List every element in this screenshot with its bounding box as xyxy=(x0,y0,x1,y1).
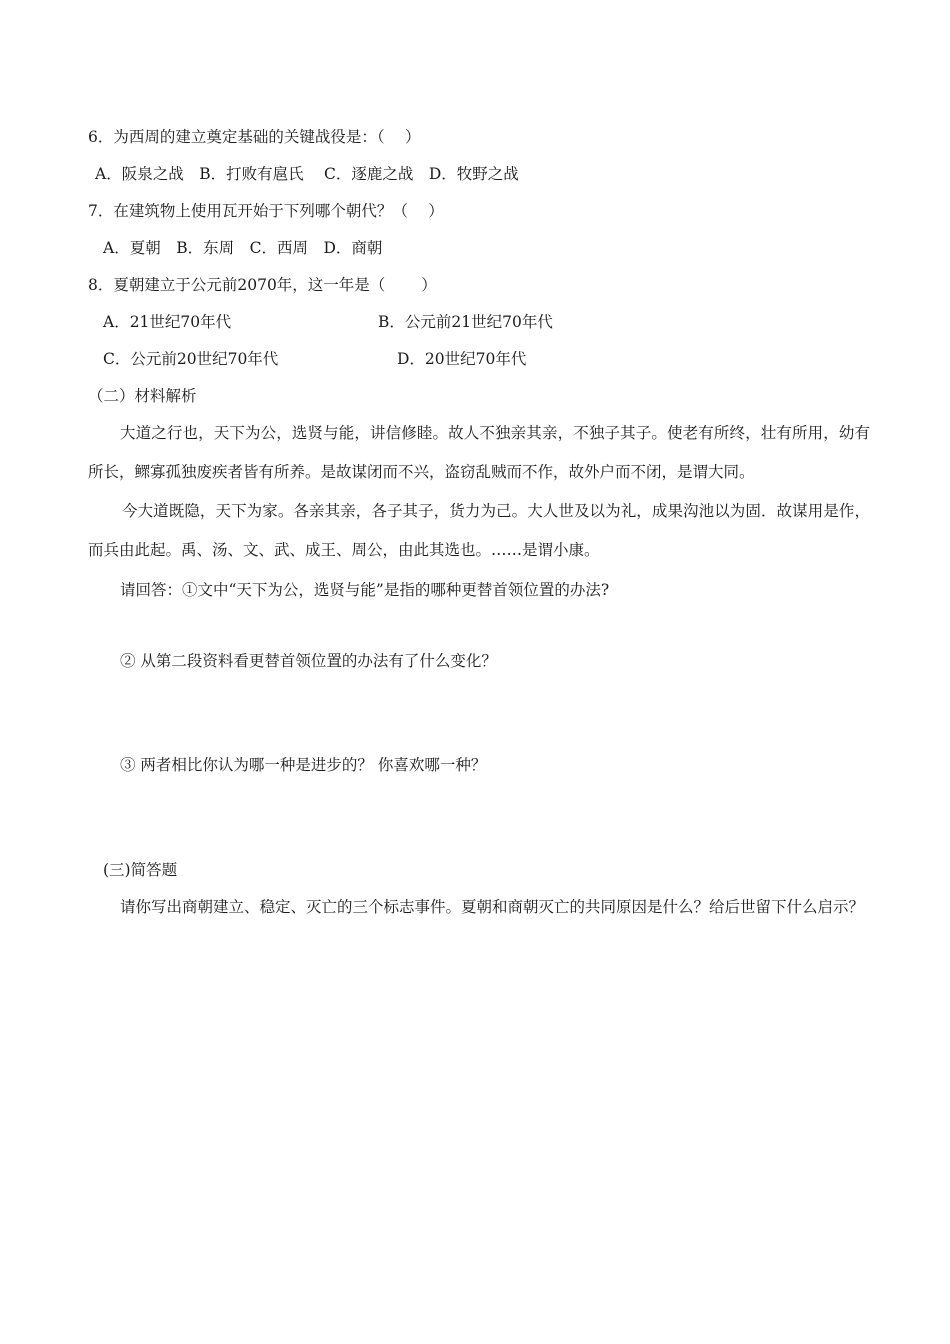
material-prompt-3: ③ 两者相比你认为哪一种是进步的？ 你喜欢哪一种？ xyxy=(120,756,487,774)
question-8-option-d: D．20世纪70年代 xyxy=(397,350,527,368)
material-prompt-2: ② 从第二段资料看更替首领位置的办法有了什么变化？ xyxy=(120,652,497,670)
question-6-options: A．阪泉之战 B．打败有扈氏 C．逐鹿之战 D．牧野之战 xyxy=(95,165,519,183)
question-8-option-c: C．公元前20世纪70年代 xyxy=(103,350,279,368)
question-7-options: A．夏朝 B．东周 C．西周 D．商朝 xyxy=(103,239,383,257)
material-paragraph-1: 大道之行也，天下为公，选贤与能，讲信修睦。故人不独亲其亲，不独子其子。使老有所终，壮有所用，幼有所长，鳏寡孤独废疾者皆有所养。是故谋闭而不兴，盗窃乱贼而不作，故外户而不闭，是谓大同。 xyxy=(88,424,870,481)
question-7-stem: 7．在建筑物上使用瓦开始于下列哪个朝代？（ ） xyxy=(88,202,444,220)
question-8-stem: 8．夏朝建立于公元前2070年，这一年是（ ） xyxy=(88,276,437,294)
material-paragraph-2: 今大道既隐，天下为家。各亲其亲，各子其子，货力为己。大人世及以为礼，成果沟池以为固．故谋用是作，而兵由此起。禹、汤、文、武、成王、周公，由此其选也。……是谓小康。 xyxy=(88,502,870,559)
material-prompt-1: 请回答：①文中“天下为公，选贤与能”是指的哪种更替首领位置的办法? xyxy=(120,581,610,599)
question-8-option-a: A．21世纪70年代 xyxy=(103,313,232,331)
short-answer-question: 请你写出商朝建立、稳定、灭亡的三个标志事件。夏朝和商朝灭亡的共同原因是什么？给后世留下什么启示？ xyxy=(120,898,865,916)
question-8-option-b: B．公元前21世纪70年代 xyxy=(378,313,553,331)
section-material-heading: （二）材料解析 xyxy=(88,387,197,405)
section-short-heading: (三)简答题 xyxy=(103,861,178,879)
question-6-stem: 6．为西周的建立奠定基础的关键战役是：（ ） xyxy=(88,128,421,146)
